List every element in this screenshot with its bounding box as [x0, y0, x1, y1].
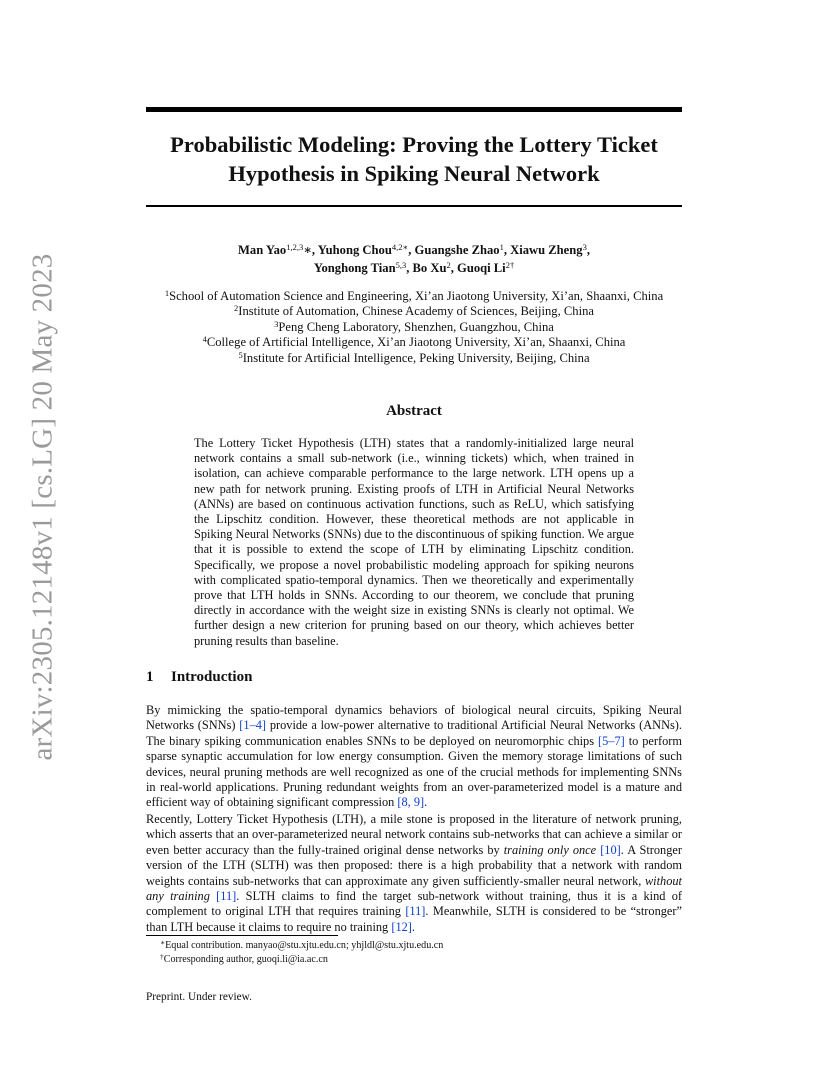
affiliation-list — [146, 289, 682, 366]
affiliation: $^4$College of Artificial Intelligence, Xi’an Jiaotong University, Xi’an, Shaanxi, China — [202, 334, 626, 350]
citation-link[interactable]: [11] — [216, 889, 237, 904]
preprint-notice: Preprint. Under review. — [146, 991, 252, 1003]
author: Yuhong Chou$^{4,2∗}$, — [317, 242, 415, 257]
author-list — [146, 241, 682, 277]
author: Man Yao$^{1,2,3}$∗, — [238, 242, 318, 257]
citation-link[interactable]: [5–7] — [597, 733, 625, 748]
title-line-2: Hypothesis in Spiking Neural Network — [228, 161, 600, 186]
paper-title — [146, 130, 682, 188]
affiliation: $^5$Institute for Artificial Intelligence, Peking University, Beijing, China — [238, 349, 590, 365]
footnotes — [160, 939, 680, 966]
abstract-text: The Lottery Ticket Hypothesis (LTH) states that a randomly-initialized large neural network contains a small sub-network (i.e., winning tickets) which, when trained in isolation, can achieve comparable performance to the large network. LTH opens up a new path for network pruning. Existing proofs of LTH in Artificial Neural Networks (ANNs) are based on continuous activation functions, such as ReLU, which satisfying the Lipschitz condition. However, these theoretical methods are not applicable in Spiking Neural Networks (SNNs) due to the discontinuous of spiking function. We argue that it is possible to extend the scope of LTH by eliminating Lipschitz condition. Specifically, we propose a novel probabilistic modeling approach for spiking neurons with complicated spatio-temporal dynamics. Then we theoretically and experimentally prove that LTH holds in SNNs. According to our theorem, we conclude that pruning directly in accordance with the weight size in existing SNNs is clearly not optimal. We further design a new criterion for pruning based on our theory, which achieves better pruning results than baseline. — [194, 436, 634, 648]
author: Guangshe Zhao$^1$, — [414, 242, 511, 257]
section-number: 1 — [146, 669, 154, 685]
citation-link[interactable]: [1–4] — [239, 718, 267, 733]
footnote: †Corresponding author, guoqi.li@ia.ac.cn — [160, 951, 328, 965]
citation-link[interactable]: [12] — [391, 919, 412, 934]
affiliation: $^2$Institute of Automation, Chinese Academy of Sciences, Beijing, China — [234, 303, 594, 319]
section-title: Introduction — [171, 669, 253, 685]
citation-link[interactable]: [8, 9] — [397, 795, 425, 810]
affiliation: $^3$Peng Cheng Laboratory, Shenzhen, Guangzhou, China — [274, 318, 554, 334]
arxiv-watermark-text: arXiv:2305.12148v1 [cs.LG] 20 May 2023 — [26, 253, 59, 761]
author: Yonghong Tian$^{5,3}$, — [313, 260, 413, 275]
footnote-rule — [146, 935, 338, 936]
author: Bo Xu$^2$, — [412, 260, 458, 275]
intro-paragraph-1: By mimicking the spatio-temporal dynamics behaviors of biological neural circuits, Spiking Neural Networks (SNNs) [1–4] provide a low-power alternative to traditional Artificial Neural Networks (ANNs). The binary spiking communication enables SNNs to be deployed on neuromorphic chips [5–7] to perform sparse synaptic accumulation for low energy consumption. Given the memory storage limitations of such devices, neural pruning methods are well recognized as one of the crucial methods for implementing SNNs in real-world applications. Pruning redundant weights from an over-parameterized model is a mature and efficient way of obtaining significant compression [8, 9]. — [146, 703, 683, 810]
citation-link[interactable]: [10] — [600, 842, 621, 857]
title-rule-top — [146, 107, 682, 112]
title-rule-bottom — [146, 205, 682, 207]
arxiv-watermark — [26, 252, 60, 762]
affiliation: $^1$School of Automation Science and Engineering, Xi’an Jiaotong University, Xi’an, Shaanxi, China — [164, 288, 664, 303]
emphasis: training only once — [503, 842, 597, 857]
section-heading-introduction — [146, 669, 682, 686]
citation-link[interactable]: [11] — [405, 904, 426, 919]
abstract-heading: Abstract — [386, 403, 442, 419]
author: Guoqi $Li^{2\dagger}$ — [457, 260, 515, 275]
intro-paragraph-2: Recently, Lottery Ticket Hypothesis (LTH), a mile stone is proposed in the literature of network pruning, which asserts that an over-parameterized neural network contains sub-networks that can achieve a similar or even better accuracy than the fully-trained original dense networks by training only once [10]. A Stronger version of the LTH (SLTH) was then proposed: there is a high probability that a network with random weights contains sub-networks that can approximate any given sufficiently-smaller neural network, without any training [11]. SLTH claims to find the target sub-network without training, thus it is a kind of complement to original LTH that requires training [11]. Meanwhile, SLTH is considered to be “stronger” than LTH because it claims to require no training [12]. — [146, 812, 682, 934]
author: Xiawu Zheng$^3$, — [510, 242, 590, 257]
title-line-1: Probabilistic Modeling: Proving the Lottery Ticket — [170, 132, 658, 157]
footnote: ∗Equal contribution. manyao@stu.xjtu.edu.cn; yhjldl@stu.xjtu.edu.cn — [160, 938, 444, 951]
emphasis: without any training — [146, 873, 682, 904]
